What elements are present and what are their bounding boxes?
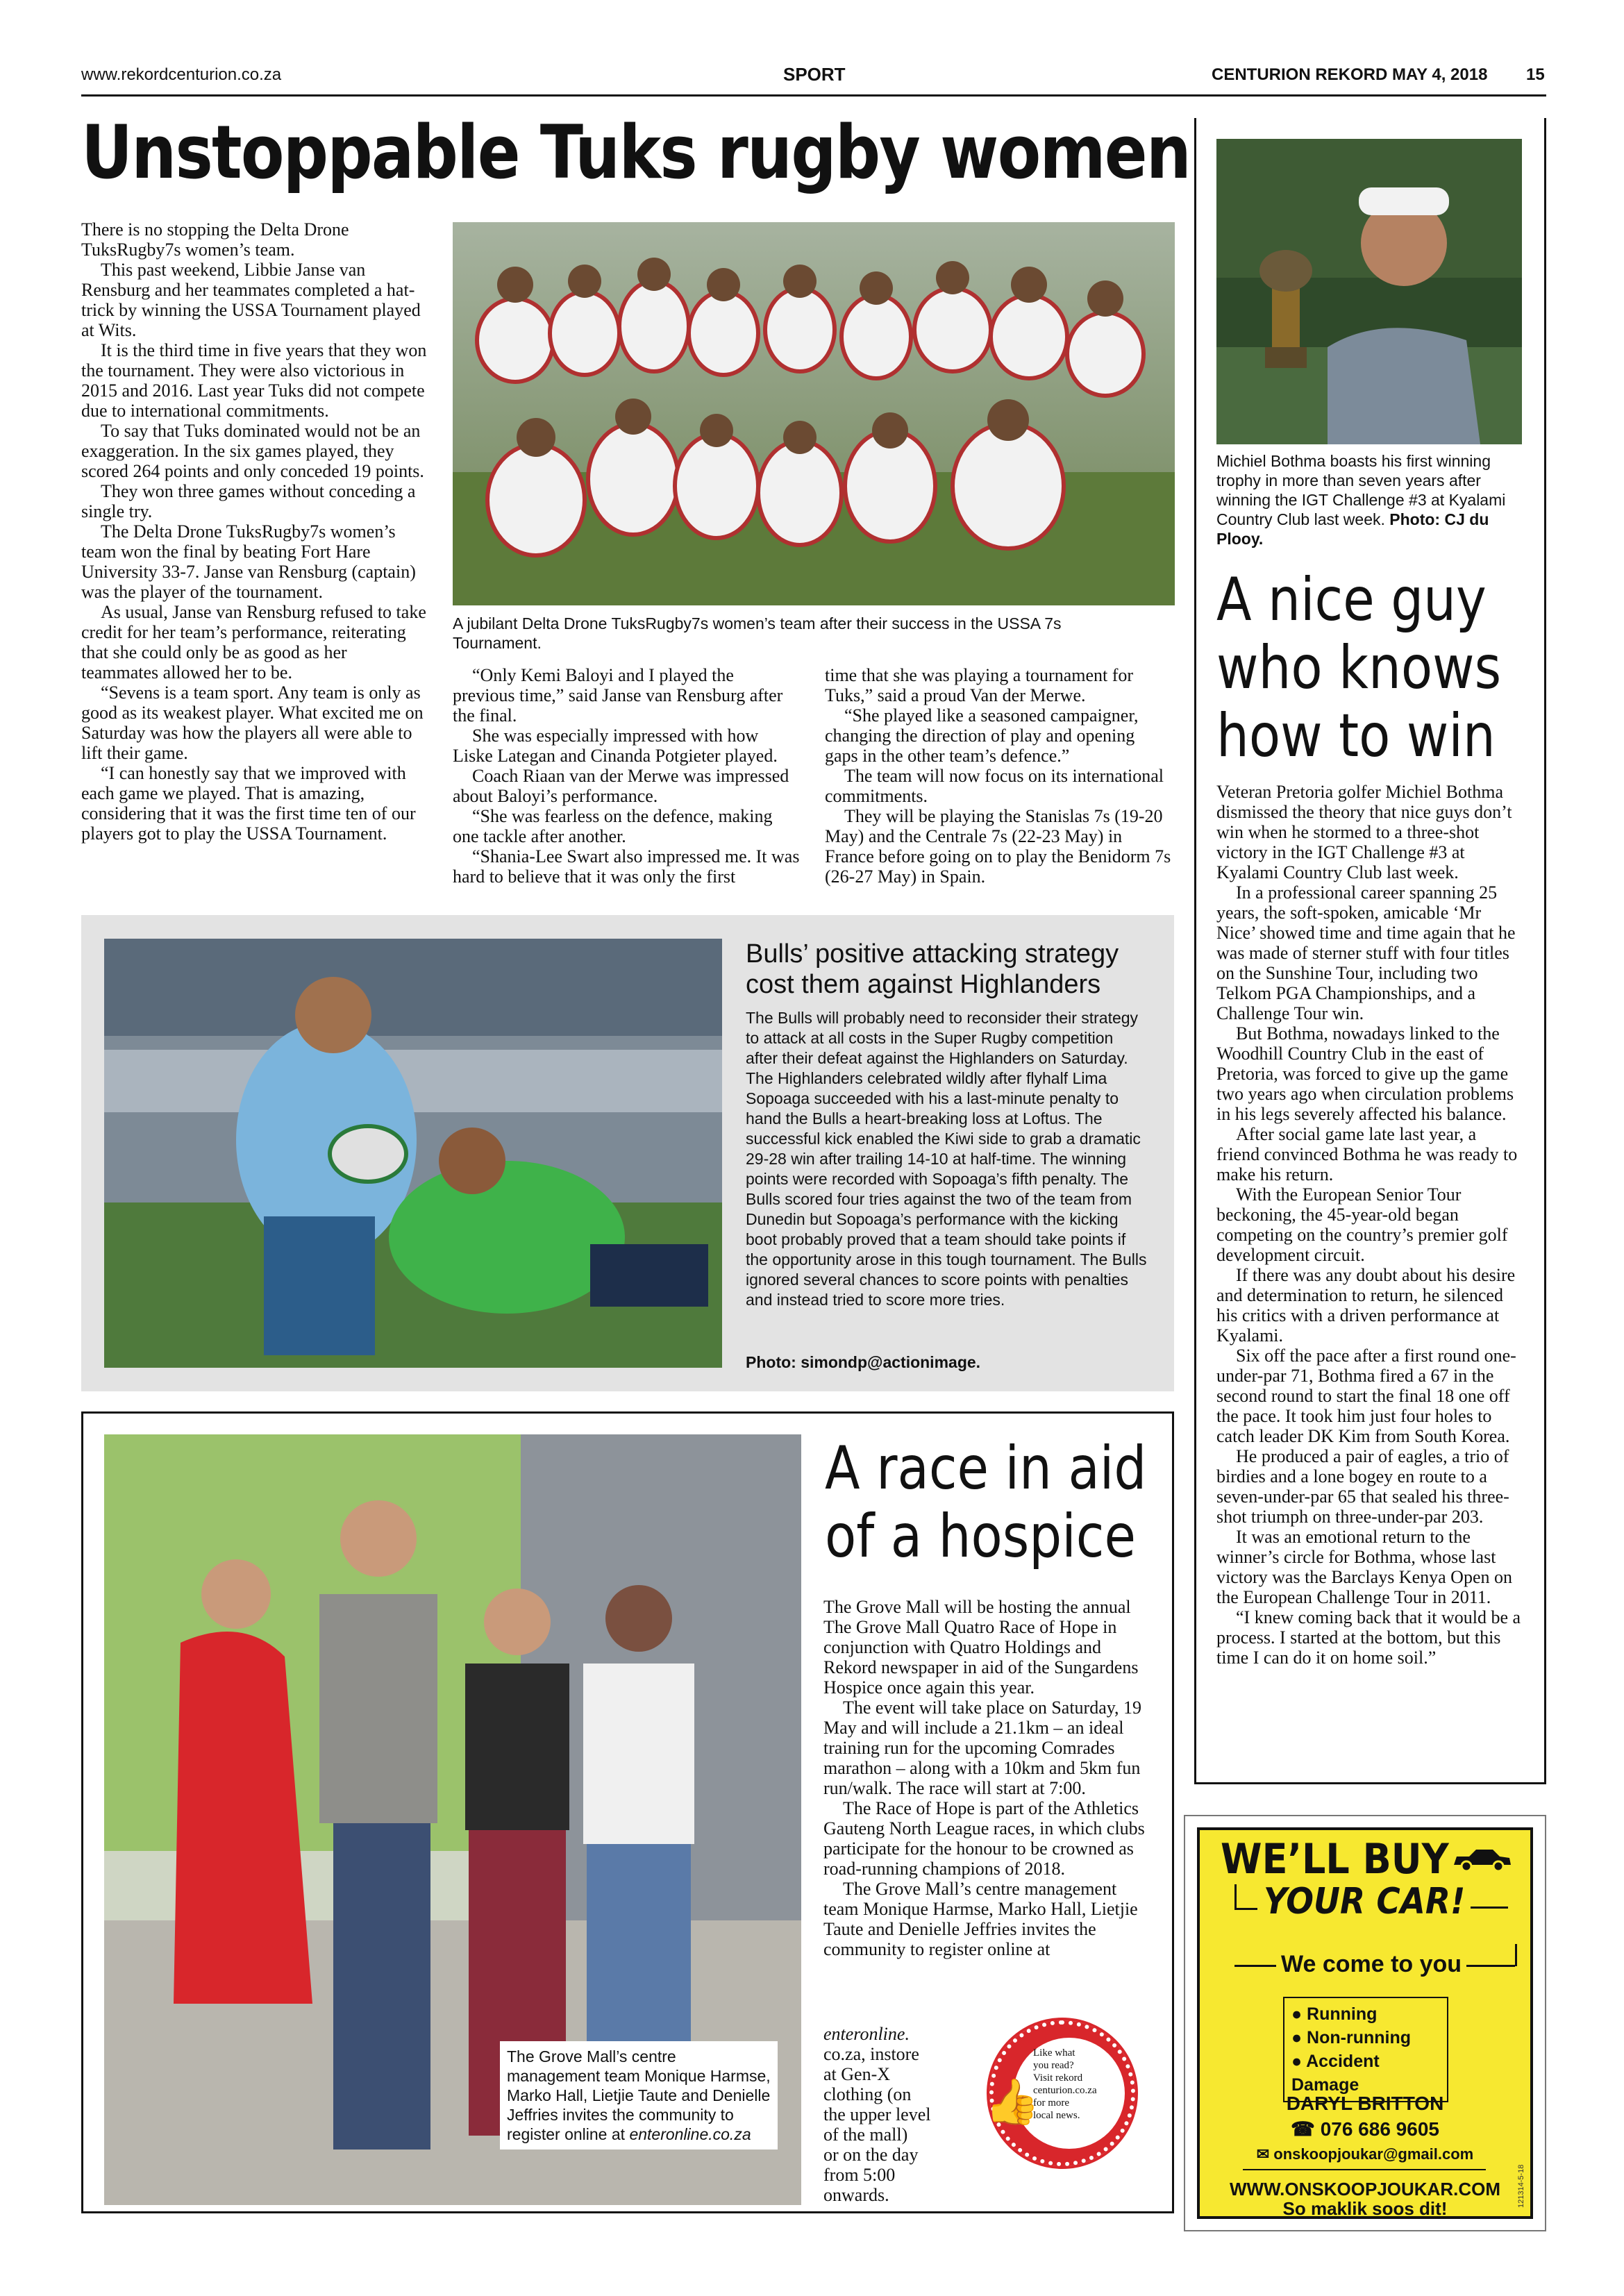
car-ad-line-1: WE’LL BUY xyxy=(1221,1835,1449,1884)
rugby-col3-p1: time that she was playing a tournament for Tuks,” said a proud Van der Merwe. xyxy=(825,665,1134,705)
car-ad-item-accident xyxy=(1291,2050,1440,2097)
car-ad-bracket-4 xyxy=(1466,1965,1515,1967)
golf-p8: He produced a pair of eagles, a trio of birdies and a lone bogey en route to a seven-under-par 65 that sealed his three-shot triumph on three-under-par 203. xyxy=(1216,1446,1509,1527)
bullet-icon: ● xyxy=(1291,2004,1307,2024)
rugby-col2-p2: She was especially impressed with how Liske Lategan and Cinanda Potgieter played. xyxy=(453,726,778,766)
hospice-photo-caption-link[interactable]: enteronline.co.za xyxy=(629,2125,751,2143)
car-ad-phone[interactable] xyxy=(1197,2118,1533,2140)
rugby-column-2 xyxy=(453,665,800,887)
car-ad-bracket-1 xyxy=(1234,1884,1257,1910)
bulls-headline: Bulls’ positive attacking strategy cost them against Highlanders xyxy=(746,939,1119,999)
envelope-icon: ✉ xyxy=(1256,2145,1274,2163)
golf-p9: It was an emotional return to the winner’s circle for Bothma, whose last victory was the Barclays Kenya Open on the European Challenge Tour in 2011. xyxy=(1216,1527,1512,1607)
rugby-col3-p3: The team will now focus on its international commitments. xyxy=(825,766,1164,806)
thumbs-up-icon: 👍 xyxy=(985,2077,1040,2128)
hospice-body xyxy=(823,1597,1150,1959)
rugby-col1-p2: This past weekend, Libbie Janse van Rensburg and her teammates completed a hat-trick by winning the USSA Tournament played at Wits. xyxy=(81,260,421,340)
car-ad-contact-name: DARYL BRITTON xyxy=(1286,2093,1444,2114)
like-badge-line-2: you read? xyxy=(1033,2060,1074,2071)
rugby-col1-p8: “Sevens is a team sport. Any team is only as good as its weakest player. What excited me on Saturday was how the players all were able to lift their game. xyxy=(81,682,424,763)
golf-p1: Veteran Pretoria golfer Michiel Bothma dismissed the theory that nice guys don’t win when he stormed to a three-shot victory in the IGT Challenge #3 at Kyalami Country Club last week. xyxy=(1216,782,1512,882)
rugby-headline: Unstoppable Tuks rugby women xyxy=(81,110,1191,195)
hospice-tail xyxy=(823,2024,983,2205)
rugby-col3-p4: They will be playing the Stanislas 7s (19-20 May) and the Centrale 7s (22-23 May) in France before going on to play the Benidorm 7s (26-27 May) in Spain. xyxy=(825,806,1171,887)
rugby-col2-p4: “She was fearless on the defence, making one tackle after another. xyxy=(453,806,773,846)
car-ad-list xyxy=(1283,1997,1448,2102)
hospice-tail-link[interactable]: enteronline. xyxy=(823,2024,910,2044)
car-ad-slogan: So maklik soos dit! xyxy=(1282,2198,1448,2219)
golf-p7: Six off the pace after a first round one-under-par 71, Bothma fired a 67 in the second round to start the final 18 one off the pace. It took him just four holes to catch leader DK Kim from South Korea. xyxy=(1216,1346,1516,1446)
like-badge-line-5: for more xyxy=(1033,2097,1070,2109)
hospice-p1: The Grove Mall will be hosting the annual The Grove Mall Quatro Race of Hope in conjunction with Quatro Holdings and Rekord newspaper in aid of the Sungardens Hospice once again this year. xyxy=(823,1597,1139,1698)
car-ad-bracket-5 xyxy=(1515,1944,1517,1966)
hospice-headline xyxy=(825,1434,1146,1570)
golf-body xyxy=(1216,782,1522,1668)
rugby-photo-caption: A jubilant Delta Drone TuksRugby7s women’s team after their success in the USSA 7s Tournament. xyxy=(453,614,1062,652)
car-ad-item-running-label: Running xyxy=(1307,2004,1378,2024)
rugby-col2-p1: “Only Kemi Baloyi and I played the previous time,” said Janse van Rensburg after the final. xyxy=(453,665,783,726)
hospice-tail-line-4: the upper level xyxy=(823,2104,931,2125)
car-ad-email[interactable] xyxy=(1197,2145,1533,2163)
car-icon xyxy=(1450,1845,1514,1873)
header-website: www.rekordcenturion.co.za xyxy=(81,65,282,84)
hospice-photo-caption-box xyxy=(500,2041,778,2150)
hospice-tail-line-2: at Gen-X xyxy=(823,2064,891,2084)
phone-icon: ☎ xyxy=(1291,2118,1321,2140)
golf-headline xyxy=(1216,566,1501,770)
golf-p2: In a professional career spanning 25 years, the soft-spoken, amicable ‘Mr Nice’ showed time and time again that he was made of sterner stuff with four titles on the Sunshine Tour, including two Telkom PGA Championships, and a Challenge Tour win. xyxy=(1216,882,1516,1023)
hospice-tail-line-3: clothing (on xyxy=(823,2084,912,2104)
hospice-tail-line-7: from 5:00 xyxy=(823,2165,896,2185)
golf-headline-line-2: who knows xyxy=(1216,633,1502,703)
hospice-headline-line-1: A race in aid xyxy=(825,1434,1147,1503)
bullet-icon: ● xyxy=(1291,2052,1307,2071)
bulls-photo-credit: Photo: simondp@actionimage. xyxy=(746,1353,981,1371)
golf-p4: After social game late last year, a friend convinced Bothma he was ready to make his return. xyxy=(1216,1124,1518,1184)
rugby-col1-p7: As usual, Janse van Rensburg refused to take credit for her team’s performance, reiterating that she could only be as good as her teammates allowed her to be. xyxy=(81,602,426,682)
rugby-col1-p9: “I can honestly say that we improved with each game we played. That is amazing, considering that it was the first time ten of our players got to play the USSA Tournament. xyxy=(81,763,416,844)
car-ad-email-address: onskoopjoukar@gmail.com xyxy=(1273,2145,1474,2163)
hospice-tail-line-1: co.za, instore xyxy=(823,2044,919,2064)
rugby-col3-p2: “She played like a seasoned campaigner, changing the direction of play and opening gaps in the other team’s defence.” xyxy=(825,705,1139,766)
rugby-col2-p5: “Shania-Lee Swart also impressed me. It was hard to believe that it was only the first xyxy=(453,846,800,887)
bulls-body: The Bulls will probably need to reconsider their strategy to attack at all costs in the Super Rugby competition after their defeat against the Highlanders on Saturday. The Highlanders celebrated wildly after flyhalf Lima Sopoaga succeeded with his a last-minute penalty to hand the Bulls a heart-breaking loss at Loftus. The successful kick enabled the Kiwi side to grab a dramatic 29-28 win after trailing 14-10 at half-time. The winning points were recorded with Sopoaga’s fifth penalty. The Bulls scored four tries against the two of the team from Dunedin but Sopoaga’s performance with the kicking boot probably proved that a team should take points if the opportunity arose in this tough tournament. The Bulls ignored several chances to score points with penalties and instead tried to score more tries. xyxy=(746,1009,1147,1309)
golf-p3: But Bothma, nowadays linked to the Woodhill Country Club in the east of Pretoria, was forced to give up the game two years ago when circulation problems in his legs severely affected his balance. xyxy=(1216,1023,1514,1124)
like-badge-line-4: centurion.co.za xyxy=(1033,2085,1097,2096)
like-badge-line-1: Like what xyxy=(1033,2047,1075,2059)
hospice-headline-line-2: of a hospice xyxy=(825,1502,1136,1571)
car-ad-item-non-running xyxy=(1291,2026,1440,2050)
hospice-tail-line-5: of the mall) xyxy=(823,2125,908,2145)
golf-trophy-photo-art xyxy=(1216,139,1522,444)
car-ad-website[interactable]: WWW.ONSKOOPJOUKAR.COM xyxy=(1230,2179,1500,2199)
rugby-col1-p4: To say that Tuks dominated would not be an exaggeration. In the six games played, they scored 264 points and only conceded 19 points. xyxy=(81,421,424,481)
car-ad-item-accident-label: Accident Damage xyxy=(1291,2052,1380,2095)
rugby-column-1 xyxy=(81,219,428,844)
rugby-col1-p3: It is the third time in five years that they won the tournament. They were also victorious in 2015 and 2016. Last year Tuks did not compete due to international commitments. xyxy=(81,340,427,421)
golf-headline-line-1: A nice guy xyxy=(1216,565,1487,635)
header-page-number: 15 xyxy=(1526,65,1545,84)
car-ad-line-3: We come to you xyxy=(1281,1951,1462,1977)
like-badge-text xyxy=(1033,2047,1122,2122)
like-badge-line-6: local news. xyxy=(1033,2110,1080,2121)
rugby-col1-p1: There is no stopping the Delta Drone TuksRugby7s women’s team. xyxy=(81,219,349,260)
car-ad-divider xyxy=(1243,2169,1486,2170)
rugby-column-3 xyxy=(825,665,1172,887)
golf-p6: If there was any doubt about his desire and determination to return, he silenced his critics with a driven performance at Kyalami. xyxy=(1216,1265,1516,1346)
car-ad-bracket-3 xyxy=(1234,1965,1276,1967)
like-badge-line-3: Visit rekord xyxy=(1033,2072,1083,2084)
golf-photo-credit: Photo: CJ du Plooy. xyxy=(1216,510,1489,548)
car-icon-art xyxy=(1450,1845,1514,1873)
hospice-tail-line-6: or on the day xyxy=(823,2145,919,2165)
golf-photo-caption-text: Michiel Bothma boasts his first winning trophy in more than seven years after winning the IGT Challenge #3 at Kyalami Country Club last week. xyxy=(1216,452,1506,528)
rugby-col2-p3: Coach Riaan van der Merwe was impressed about Baloyi’s performance. xyxy=(453,766,789,806)
header-section: SPORT xyxy=(783,64,846,85)
car-ad-phone-number: 076 686 9605 xyxy=(1320,2118,1439,2140)
car-ad-item-non-running-label: Non-running xyxy=(1307,2028,1411,2047)
car-ad-item-running xyxy=(1291,2002,1440,2026)
car-ad-code: 121314-5-18 xyxy=(1517,2164,1525,2208)
car-ad-line-2: YOUR CAR! xyxy=(1264,1881,1466,1922)
golf-trophy-photo xyxy=(1216,139,1522,444)
golf-p5: With the European Senior Tour beckoning, the 45-year-old began competing on the country’s premier golf development circuit. xyxy=(1216,1184,1508,1265)
hospice-photo-caption-text: The Grove Mall’s centre management team Monique Harmse, Marko Hall, Lietjie Taute and Denielle Jeffries invites the community to register online at xyxy=(507,2047,771,2143)
golf-photo-caption xyxy=(1216,451,1522,548)
hospice-p3: The Race of Hope is part of the Athletics Gauteng North League races, in which clubs participate for the honour to be crowned as road-running champions of 2018. xyxy=(823,1798,1145,1879)
golf-headline-line-3: how to win xyxy=(1216,701,1496,771)
hospice-p2: The event will take place on Saturday, 19 May and will include a 21.1km – an ideal training run for the upcoming Comrades marathon – along with a 10km and 5km fun run/walk. The race will start at 7:00. xyxy=(823,1698,1142,1798)
bulls-action-photo-art xyxy=(104,939,722,1368)
header-date: CENTURION REKORD MAY 4, 2018 xyxy=(1212,65,1488,84)
rugby-team-photo-art xyxy=(453,222,1175,605)
rugby-col1-p6: The Delta Drone TuksRugby7s women’s team won the final by beating Fort Hare University 33-7. Janse van Rensburg (captain) was the player of the tournament. xyxy=(81,521,416,602)
golf-p10: “I knew coming back that it would be a process. I started at the bottom, but this time I can do it on home soil.” xyxy=(1216,1607,1521,1668)
rugby-team-photo xyxy=(453,222,1175,605)
bullet-icon: ● xyxy=(1291,2028,1307,2047)
car-ad-bracket-2 xyxy=(1471,1907,1508,1909)
header-rule xyxy=(81,94,1546,97)
bulls-action-photo xyxy=(104,939,722,1368)
rugby-col1-p5: They won three games without conceding a single try. xyxy=(81,481,416,521)
hospice-p4: The Grove Mall’s centre management team Monique Harmse, Marko Hall, Lietjie Taute and Denielle Jeffries invites the community to register online at xyxy=(823,1879,1138,1959)
hospice-tail-line-8: onwards. xyxy=(823,2185,889,2205)
